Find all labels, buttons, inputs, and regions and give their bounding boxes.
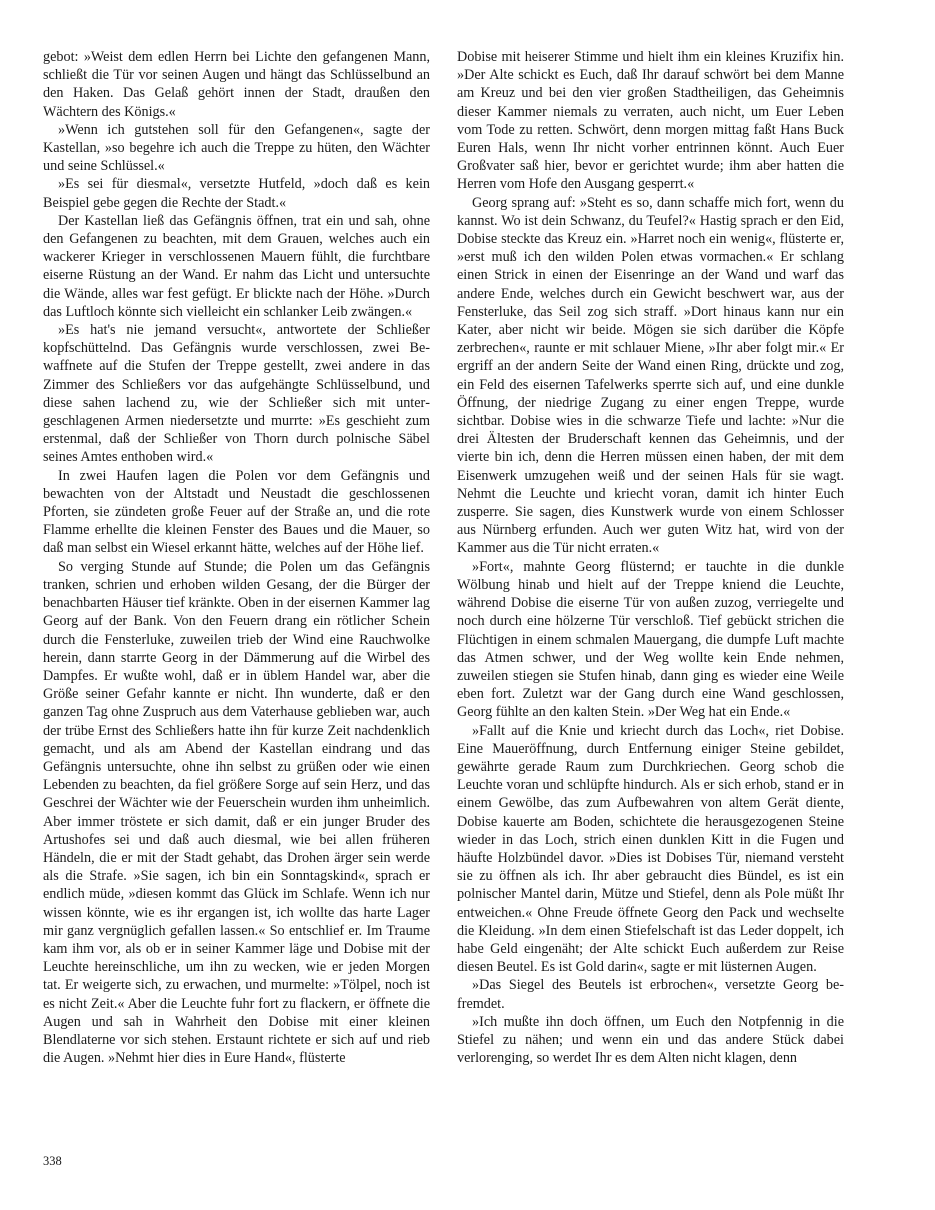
paragraph: Dobise mit heiserer Stimme und hielt ihm ein kleines Kruzifix hin. »Der Alte schickt es Euch, daß Ihr darauf schwört bei dem Manne am Kreuz und bei den vier großen Stadtheiligen, das Geheimnis dieser Kammer niemals zu verraten, auch nicht, um Euer Leben vom Tode zu retten. Schwört, denn morgen mittag faßt Hans Buck Euren Hals, wenn Ihr nicht vorher entrinnen könnt. Auch Euer Großvater saß hier, bevor er gerichtet wurde; ihm aber hatten die Herren vom Hofe den Ausgang gesperrt.«: [457, 49, 844, 193]
paragraph: »Fort«, mahnte Georg flüsternd; er tauchte in die dunkle Wölbung hinab und hielt auf der Treppe kniend die Leuchte, während Dobise die eiserne Tür von außen zuzog, verriegelte und noch durch eine hölzerne Tür verschloß. Tief gebückt strichen die Flüchtigen in einem schmalen Mauergang, die dumpfe Luft machte das Atmen schwer, und der Weg wollte kein Ende nehmen, zuweilen stiegen sie Stufen hinab, dann ging es wieder eine Weile eben fort. Zuletzt war der Gang durch eine Wand geschlossen, Georg fühlte an den kalten Stein. »Der Weg hat ein Ende.«: [457, 558, 844, 721]
paragraph: In zwei Haufen lagen die Polen vor dem Gefängnis und bewachten von der Altstadt und Neustadt die geschlossenen Pforten, sie zündeten große Feuer auf der Straße an, und die rote Flamme erhellte die kleinen Fenster des Baues und die Mauer, so daß man selbst ein Wiesel erkannt hätte, welches auf der Höhe lief.: [43, 467, 430, 557]
left-column: [43, 48, 430, 1067]
paragraph: Georg sprang auf: »Steht es so, dann schaffe mich fort, wenn du kannst. Wo ist dein Schwanz, du Teufel?« Hastig sprach er den Eid, Dobise steckte das Kreuz ein. »Harret noch ein wenig«, flüsterte er, »erst muß ich den wilden Polen etwas vormachen.« Er schlang einen Strick in einen der Eisenringe an der Wand und warf das andere Ende, welches durch ein Gewicht beschwert war, aus der Fensterluke, das Seil zog sich straff. »Dort hinaus kann nur ein Kater, aber nicht wir beide. Mögen sie sich darüber die Köpfe zerbrechen«, raunte er mit schlauer Miene, »Ihr aber folgt mir.« Er ergriff an der andern Seite der Wand einen Ring, drückte und zog, ein Feld des eisernen Tafelwerks sperrte sich auf, und eine dunkle Öffnung, der niedrige Zugang zu einer engen Treppe, wurde sichtbar. Dobise wies in die schwarze Tiefe und lachte: »Nur die drei Ältesten der Bruderschaft kennen das Geheimnis, und der vierte bin ich, denn die Herren müssen einen haben, der mit dem Eisenwerk umzugehen weiß und der seinen Hals für sie wagt. Nehmt die Leuchte und kriecht voran, damit ich hinter Euch zusperre. Sie sagen, dies Kunstwerk wurde von einem Schlosser aus Nürnberg erfunden. Auch wer guten Witz hat, wird von der Kammer aus die Tür nicht erraten.«: [457, 194, 844, 557]
paragraph: Der Kastellan ließ das Gefängnis öffnen, trat ein und sah, ohne den Gefangenen zu beachten, mit dem Grauen, welches auch ein wackerer Krieger in verschlossenen Mauern fühlt, die furchtbare eiserne Rüstung an der Wand. Er nahm das Licht und untersuchte die Wände, alles war fest gefügt. Er blickte nach der Höhe. »Durch das Luftloch könnte sich vielleicht ein schlanker Leib zwängen.«: [43, 212, 430, 320]
paragraph: »Wenn ich gutstehen soll für den Gefangenen«, sagte der Kastellan, »so begehre ich auch die Treppe zu hüten, den Wächter und seine Schlüssel.«: [43, 121, 430, 175]
paragraph: »Ich mußte ihn doch öffnen, um Euch den Notpfennig in die Stiefel zu nähen; und wenn ein und das andere Stück dabei verlorenging, so werdet Ihr es dem Alten nicht klagen, denn: [457, 1013, 844, 1067]
paragraph: So verging Stunde auf Stunde; die Polen um das Gefängnis tranken, schrien und erhoben wilden Gesang, der die Bürger der benachbarten Häuser tief kränkte. Oben in der eisernen Kammer lag Georg auf der Bank. Von den Feuern drang ein rötlicher Schein durch die Fensterluke, zuweilen trieb der Wind eine Rauchwolke herein, dann starrte Georg in der Dämmerung auf die Wirbel des Dampfes. Er wußte wohl, daß er in üblem Handel war, aber die Größe seiner Gefahr kannte er nicht. Ihn wunderte, daß er den ganzen Tag ohne Zuspruch aus dem Vaterhause geblieben war, auch der trübe Ernst des Schließers hatte ihn für kurze Zeit nachdenklich gemacht, und als am Abend der Kastellan eindrang und das Gefängnis untersuchte, ohne ihn selbst zu grüßen oder wie einen Lebenden zu beachten, da fiel größere Sorge auf sein Herz, und das Geschrei der Wächter wie der Feuerschein wurden ihm unheimlich. Aber immer tröstete er sich damit, daß er ein junger Bruder des Artushofes sei und daß auch diesmal, wie bei allen früheren Händeln, die er mit der Stadt gehabt, das Drohen ärger sein werde als die Strafe. »Sie sagen, ich bin ein Sonntagskind«, sprach er endlich müde, »diesen kommt das Glück im Schlafe. Wenn ich nur wissen könnte, wie es ihr ergangen ist, ich wollte das harte Lager mir ganz vergnüglich gefallen lassen.« So entschlief er. Im Traume kam ihm vor, als ob er in seiner Kammer läge und Dobise mit der Leuchte hereinschliche, um ihn zu wecken, wie er jeden Morgen tat. Er weigerte sich, zu erwachen, und murmelte: »Tölpel, noch ist es nicht Zeit.« Aber die Leuchte fuhr fort zu flackern, er öffnete die Augen und sah in Wahrheit den Dobise mit einer kleinen Blendlaterne vor sich stehen. Erstaunt richtete er sich auf und rieb die Augen. »Nehmt hier dies in Eure Hand«, flüsterte: [43, 558, 430, 1067]
paragraph: »Es sei für diesmal«, versetzte Hutfeld, »doch daß es kein Beispiel gebe gegen die Rechte der Stadt.«: [43, 176, 430, 211]
paragraph: »Fallt auf die Knie und kriecht durch das Loch«, riet Dobise. Eine Maueröffnung, durch Entfernung einiger Steine gebildet, gewährte gerade Raum zum Durchkriechen. Georg schob die Leuchte voran und schlüpfte hindurch. Als er sich erhob, stand er in einem Gewölbe, das zum Aufbewahren von altem Gerät diente, Dobise kauerte am Boden, schichtete die herausgezogenen Steine wieder in das Loch, strich einen dunklen Kitt in die Fugen und häufte Holzbündel davor. »Dies ist Dobises Tür, niemand versteht sie zu öffnen als ich. Ihr aber gebraucht dies Bündel, es ist ein polnischer Mantel darin, Mütze und Stiefel, denn als Pole müßt Ihr entweichen.« Ohne Freude öffnete Georg den Pack und wechselte die Kleidung. »In dem einen Stiefelschaft ist das Leder doppelt, ich habe Geld eingenäht; der Alte schickt Euch außerdem zur Reise diesen Beutel. Es ist Gold darin«, sagte er mit lüsternen Augen.: [457, 722, 844, 976]
page-number: 338: [43, 1154, 62, 1168]
paragraph: »Das Siegel des Beutels ist erbrochen«, versetzte Georg befremdet.: [457, 977, 844, 1012]
right-column: [457, 48, 844, 1067]
paragraph: gebot: »Weist dem edlen Herrn bei Lichte den gefangenen Mann, schließt die Tür vor seinen Augen und hängt das Schlüsselbund an den Haken. Das Gelaß gehört innen der Stadt, draußen den Wächtern des Königs.«: [43, 49, 430, 120]
paragraph: »Es hat's nie jemand versucht«, antwortete der Schließer kopfschüttelnd. Das Gefängnis wurde verschlossen, zwei Bewaffnete auf die Stufen der Treppe gestellt, zwei andere in das Zimmer des Schließers vor das aufgehängte Schlüsselbund, und diese sahen lachend zu, wie der Schließer sich mit untergeschlagenen Armen niedersetzte und murrte: »Es geschieht zum erstenmal, daß der Schließer von Thorn durch polnische Säbel seines Amtes enthoben wird.«: [43, 322, 430, 466]
